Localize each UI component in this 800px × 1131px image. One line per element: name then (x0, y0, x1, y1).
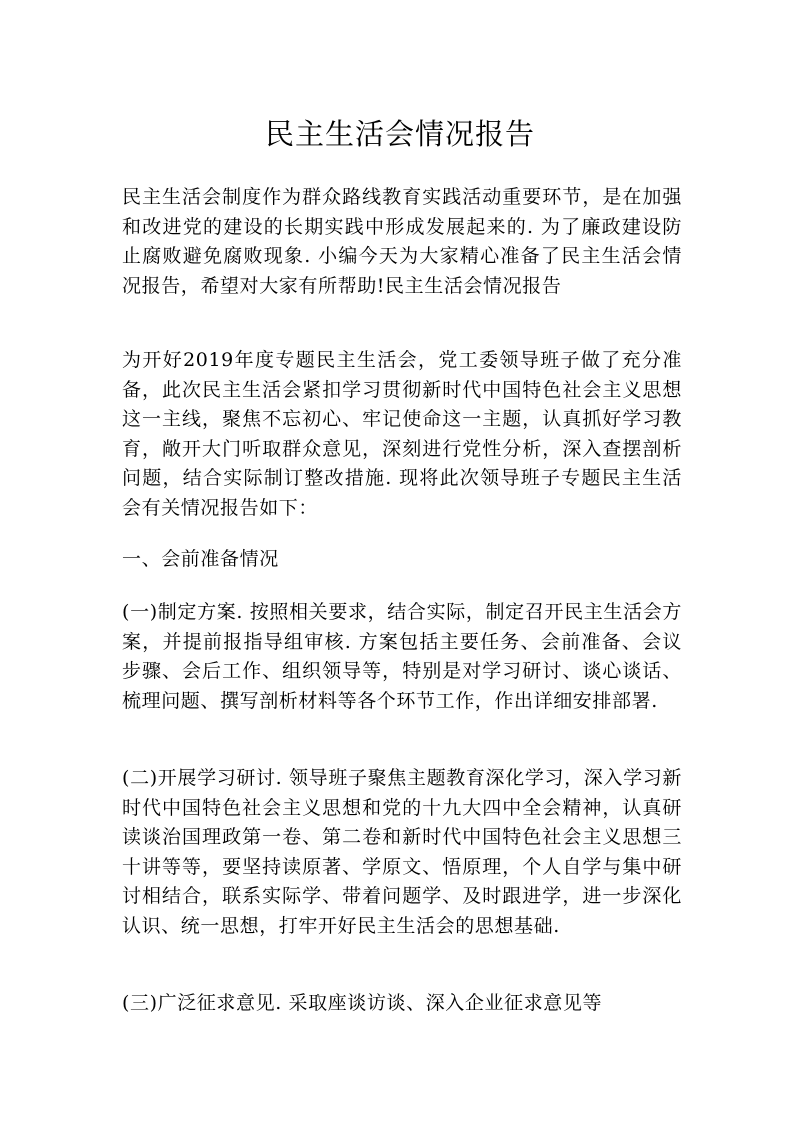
item-opinions-paragraph: (三)广泛征求意见. 采取座谈访谈、深入企业征求意见等 (122, 992, 603, 1014)
intro-paragraph: 民主生活会制度作为群众路线教育实践活动重要环节，是在加强和改进党的建设的长期实践中形成发展起来的. 为了廉政建设防止腐败避免腐败现象. 小编今天为大家精心准备了民主生活会情况报告，希望对大家有所帮助!民主生活会情况报告 (122, 186, 682, 297)
overview-paragraph: 为开好2019年度专题民主生活会，党工委领导班子做了充分准备，此次民主生活会紧扣学习贯彻新时代中国特色社会主义思想这一主线，聚焦不忘初心、牢记使命这一主题，认真抓好学习教育，敞开大门听取群众意见，深刻进行党性分析，深入查摆剖析问题，结合实际制订整改措施. 现将此次领导班子专题民主生活会有关情况报告如下： (122, 349, 682, 519)
item-study-paragraph: (二)开展学习研讨. 领导班子聚焦主题教育深化学习，深入学习新时代中国特色社会主义思想和党的十九大四中全会精神，认真研读谈治国理政第一卷、第二卷和新时代中国特色社会主义思想三十讲等等，要坚持读原著、学原文、悟原理，个人自学与集中研讨相结合，联系实际学、带着问题学、及时跟进学，进一步深化认识、统一思想，打牢开好民主生活会的思想基础. (122, 767, 682, 937)
section-heading-preparation: 一、会前准备情况 (122, 548, 279, 570)
item-plan-paragraph: (一)制定方案. 按照相关要求，结合实际，制定召开民主生活会方案，并提前报指导组审核. 方案包括主要任务、会前准备、会议步骤、会后工作、组织领导等，特别是对学习研讨、谈心谈话、梳理问题、撰写剖析材料等各个环节工作，作出详细安排部署. (122, 601, 682, 712)
document-title: 民主生活会情况报告 (264, 117, 535, 151)
